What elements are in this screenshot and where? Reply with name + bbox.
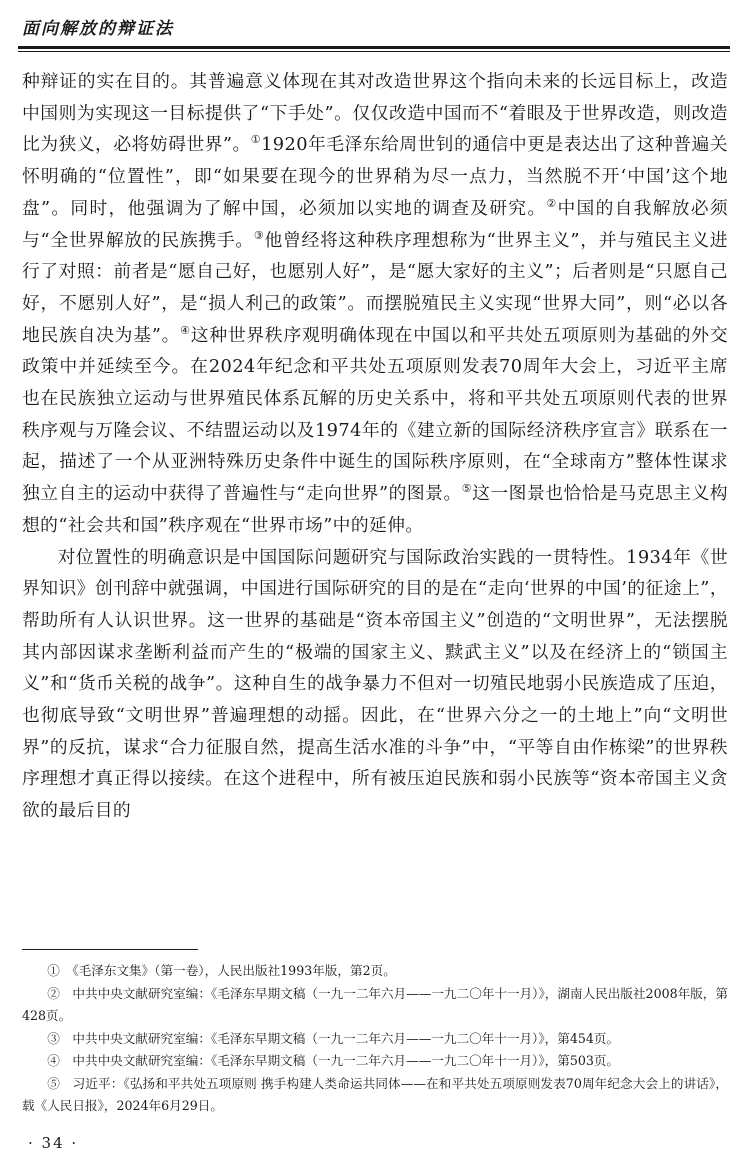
footnote-3: ③ 中共中央文献研究室编：《毛泽东早期文稿（一九一二年六月——一九二〇年十一月）》，第454页。 [47, 1030, 620, 1046]
footnote-ref-4[interactable]: ④ [180, 323, 191, 337]
footnote-ref-1[interactable]: ① [250, 133, 262, 147]
running-head-title: 面向解放的辩证法 [22, 19, 174, 39]
paragraph-1-part-f: 这一图景也恰恰是马克思主义构想的“社会共和国”秩序观在“世界市场”中的延伸。 [22, 483, 728, 536]
body-text [22, 66, 728, 827]
footnote-ref-2[interactable]: ② [546, 196, 558, 210]
footnote-ref-5[interactable]: ⑤ [461, 482, 473, 496]
header-rule-thick [18, 46, 730, 49]
footnote-2: ② 中共中央文献研究室编：《毛泽东早期文稿（一九一二年六月——一九二〇年十一月）》，湖南人民出版社2008年版，第428页。 [22, 985, 728, 1023]
paragraph-1-part-a: 种辩证的实在目的。其普遍意义体现在其对改造世界这个指向未来的长远目标上，改造中国则为实现这一目标提供了“下手处”。仅仅改造中国而不“着眼及于世界改造，则改造比为狭义，必将妨碍世界”。 [22, 71, 728, 156]
footnote-5: ⑤ 习近平：《弘扬和平共处五项原则 携手构建人类命运共同体——在和平共处五项原则发表70周年纪念大会上的讲话》，载《人民日报》，2024年6月29日。 [22, 1075, 728, 1113]
footnotes [22, 960, 728, 1118]
page-number: · 34 · [28, 1134, 79, 1152]
paragraph-1-part-b: 1920年毛泽东给周世钊的通信中更是表达出了这种普遍关怀明确的“位置性”，即“如果要在现今的世界稍为尽一点力，当然脱不开‘中国’这个地盘”。同时，他强调为了解中国，必须加以实地的调查及研究。 [22, 134, 728, 219]
paragraph-1 [22, 66, 728, 542]
paragraph-1-part-c: 中国的自我解放必须与“全世界解放的民族携手。 [22, 197, 729, 251]
paragraph-1-part-e: 这种世界秩序观明确体现在中国以和平共处五项原则为基础的外交政策中并延续至今。在2024年纪念和平共处五项原则发表70周年大会上，习近平主席也在民族独立运动与世界殖民体系瓦解的历史关系中，将和平共处五项原则代表的世界秩序观与万隆会议、不结盟运动以及1974年的《建立新的国际经济秩序宣言》联系在一起，描述了一个从亚洲特殊历史条件中诞生的国际秩序原则，在“全球南方”整体性谋求独立自主的运动中获得了普遍性与“走向世界”的图景。 [22, 324, 728, 505]
footnote-ref-3[interactable]: ③ [253, 228, 265, 242]
paragraph-2: 对位置性的明确意识是中国国际问题研究与国际政治实践的一贯特性。1934年《世界知识》创刊辞中就强调，中国进行国际研究的目的是在“走向‘世界的中国’的征途上”，帮助所有人认识世界。这一世界的基础是“资本帝国主义”创造的“文明世界”，无法摆脱其内部因谋求垄断利益而产生的“极端的国家主义、黩武主义”以及在经济上的“锁国主义”和“货币关税的战争”。这种自生的战争暴力不但对一切殖民地弱小民族造成了压迫，也彻底导致“文明世界”普遍理想的动摇。因此，在“世界六分之一的土地上”向“文明世界”的反抗，谋求“合力征服自然，提高生活水准的斗争”中，“平等自由作栋梁”的世界秩序理想才真正得以接续。在这个进程中，所有被压迫民族和弱小民族等“资本帝国主义贪欲的最后目的 [22, 546, 728, 822]
footnote-1: ① 《毛泽东文集》（第一卷），人民出版社1993年版，第2页。 [47, 963, 396, 978]
header-rule-thin [18, 51, 730, 52]
footnote-separator [22, 949, 198, 950]
paragraph-1-part-d: 他曾经将这种秩序理想称为“世界主义”，并与殖民主义进行了对照：前者是“愿自己好，也愿别人好”，是“愿大家好的主义”；后者则是“只愿自己好，不愿别人好”，是“损人利己的政策”。而摆脱殖民主义实现“世界大同”，则“必以各地民族自决为基”。 [22, 229, 728, 346]
footnote-4: ④ 中共中央文献研究室编：《毛泽东早期文稿（一九一二年六月——一九二〇年十一月）》，第503页。 [47, 1053, 620, 1068]
